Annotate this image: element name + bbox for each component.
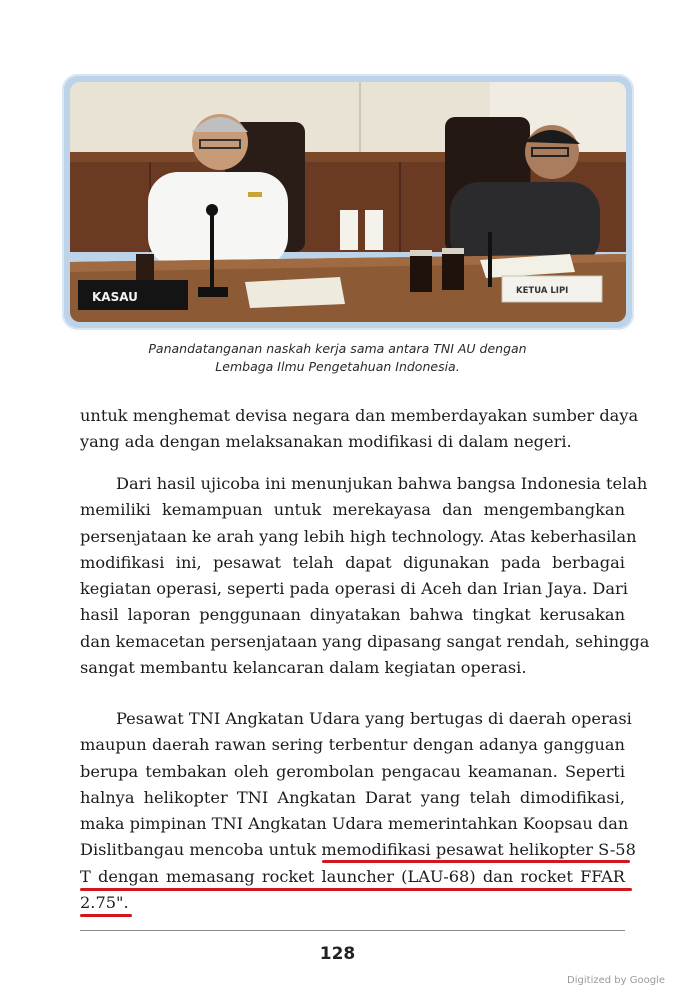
text-line: untuk menghemat devisa negara dan memberdayakan sumber daya: [80, 406, 639, 425]
paragraph-3: [80, 706, 636, 916]
highlight-underline: [80, 888, 632, 891]
text-line: dan kemacetan persenjataan yang dipasang sangat rendah, sehingga: [80, 631, 650, 651]
caption-line-1: Panandatanganan naskah kerja sama antara TNI AU dengan: [148, 341, 527, 356]
signing-photo: [70, 82, 626, 322]
text-line: T dengan memasang rocket launcher (LAU-68) dan rocket FFAR: [80, 866, 625, 886]
text-line: 2.75".: [80, 893, 129, 913]
text-line: berupa tembakan oleh gerombolan pengacau keamanan. Seperti: [80, 761, 625, 781]
text-line: Pesawat TNI Angkatan Udara yang bertugas di daerah operasi: [116, 709, 632, 728]
signing-photo-drawing: [70, 82, 626, 322]
text-line: maka pimpinan TNI Angkatan Udara memerintahkan Koopsau dan: [80, 814, 629, 834]
name-plate-ketua-lipi: KETUA LIPI: [516, 286, 569, 296]
text-line: Dari hasil ujicoba ini menunjukan bahwa bangsa Indonesia telah: [116, 474, 648, 493]
paragraph-2: [80, 471, 650, 681]
footer-rule: [80, 930, 625, 931]
text-line: maupun daerah rawan sering terbentur dengan adanya gangguan: [80, 735, 625, 755]
page-number: 128: [319, 944, 356, 964]
text-line: memiliki kemampuan untuk merekayasa dan mengembangkan: [80, 500, 625, 520]
text-line: persenjataan ke arah yang lebih high technology. Atas keberhasilan: [80, 526, 637, 546]
highlight-underline: [322, 860, 630, 863]
paragraph-1: [80, 403, 639, 456]
name-plate-kasau: KASAU: [92, 290, 138, 304]
text-line: hasil laporan penggunaan dinyatakan bahwa tingkat kerusakan: [80, 605, 625, 625]
text-line: halnya helikopter TNI Angkatan Darat yang telah dimodifikasi,: [80, 787, 625, 807]
text-line: kegiatan operasi, seperti pada operasi di Aceh dan Irian Jaya. Dari: [80, 579, 628, 599]
text-line: sangat membantu kelancaran dalam kegiatan operasi.: [80, 658, 527, 678]
caption-line-2: Lembaga Ilmu Pengetahuan Indonesia.: [215, 359, 460, 374]
text-line: yang ada dengan melaksanakan modifikasi di dalam negeri.: [80, 432, 572, 452]
watermark: Digitized by Google: [567, 975, 665, 986]
highlight-underline: [80, 914, 132, 917]
photo-caption: [110, 340, 565, 376]
text-line: Dislitbangau mencoba untuk memodifikasi pesawat helikopter S-58: [80, 840, 636, 860]
text-line: modifikasi ini, pesawat telah dapat digunakan pada berbagai: [80, 552, 625, 572]
